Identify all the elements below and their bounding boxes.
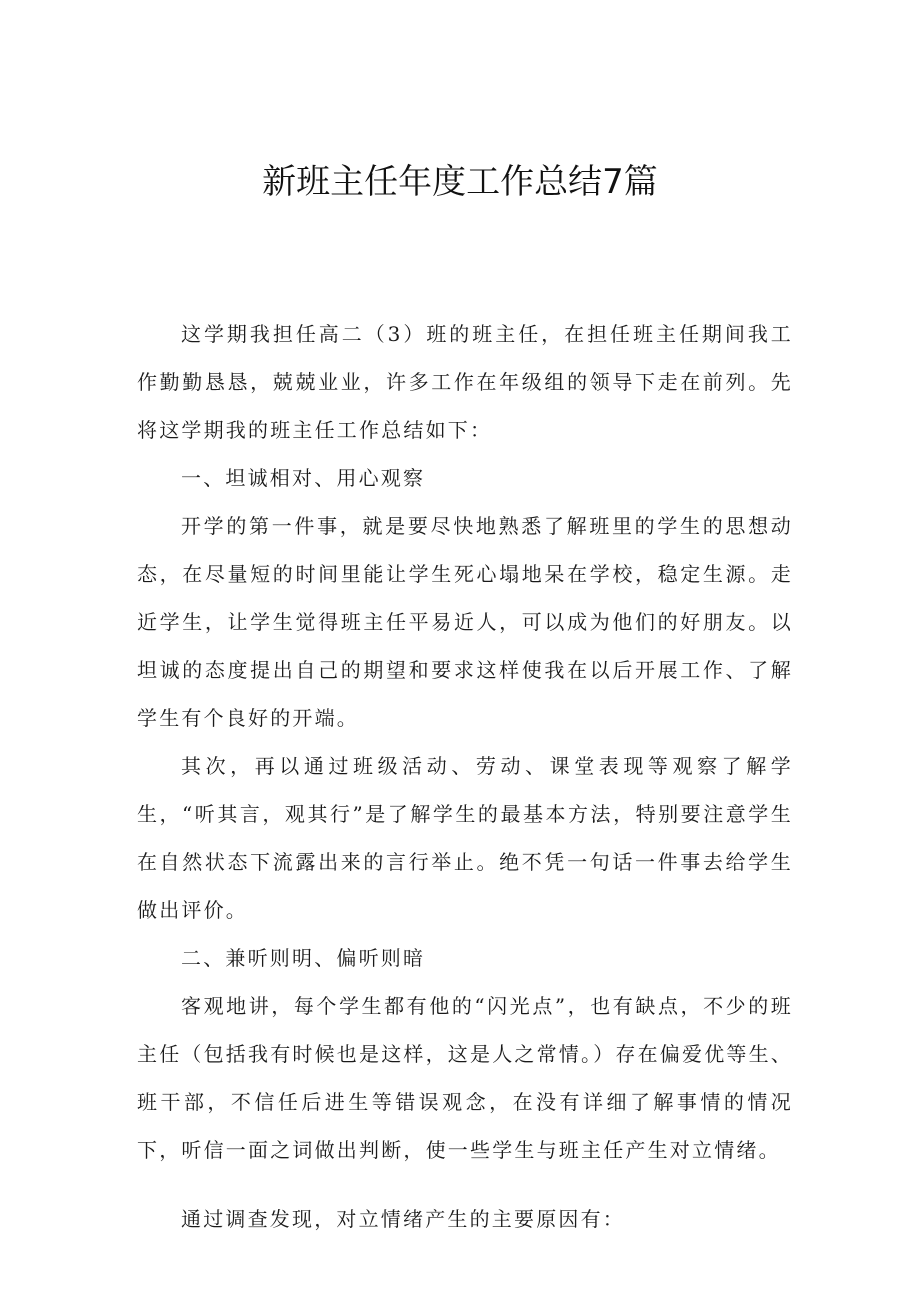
paragraph-survey: 通过调查发现，对立情绪产生的主要原因有： — [181, 1207, 625, 1231]
paragraph-first-task: 开学的第一件事，就是要尽快地熟悉了解班里的学生的思想动态，在尽量短的时间里能让学生死心塌地呆在学校，稳定生源。走近学生，让学生觉得班主任平易近人，可以成为他们的好朋友。以坦诚的态度提出自己的期望和要求这样使我在以后开展工作、了解学生有个良好的开端。 — [137, 514, 793, 730]
section-heading-1: 一、坦诚相对、用心观察 — [181, 466, 426, 490]
paragraph-intro: 这学期我担任高二（3）班的班主任，在担任班主任期间我工作勤勤恳恳，兢兢业业，许多工作在年级组的领导下走在前列。先将这学期我的班主任工作总结如下： — [137, 322, 793, 442]
section-heading-2: 二、兼听则明、偏听则暗 — [181, 946, 426, 970]
paragraph-objective: 客观地讲，每个学生都有他的“闪光点”，也有缺点，不少的班主任（包括我有时候也是这样，这是人之常情。）存在偏爱优等生、班干部，不信任后进生等错误观念，在没有详细了解事情的情况下，听信一面之词做出判断，使一些学生与班主任产生对立情绪。 — [137, 994, 793, 1162]
document-body — [137, 310, 793, 1243]
document-title: 新班主任年度工作总结7篇 — [262, 162, 658, 202]
paragraph-observation: 其次，再以通过班级活动、劳动、课堂表现等观察了解学生，“听其言，观其行”是了解学生的最基本方法，特别要注意学生在自然状态下流露出来的言行举止。绝不凭一句话一件事去给学生做出评价。 — [137, 754, 793, 922]
paragraph-gap — [137, 1174, 793, 1195]
